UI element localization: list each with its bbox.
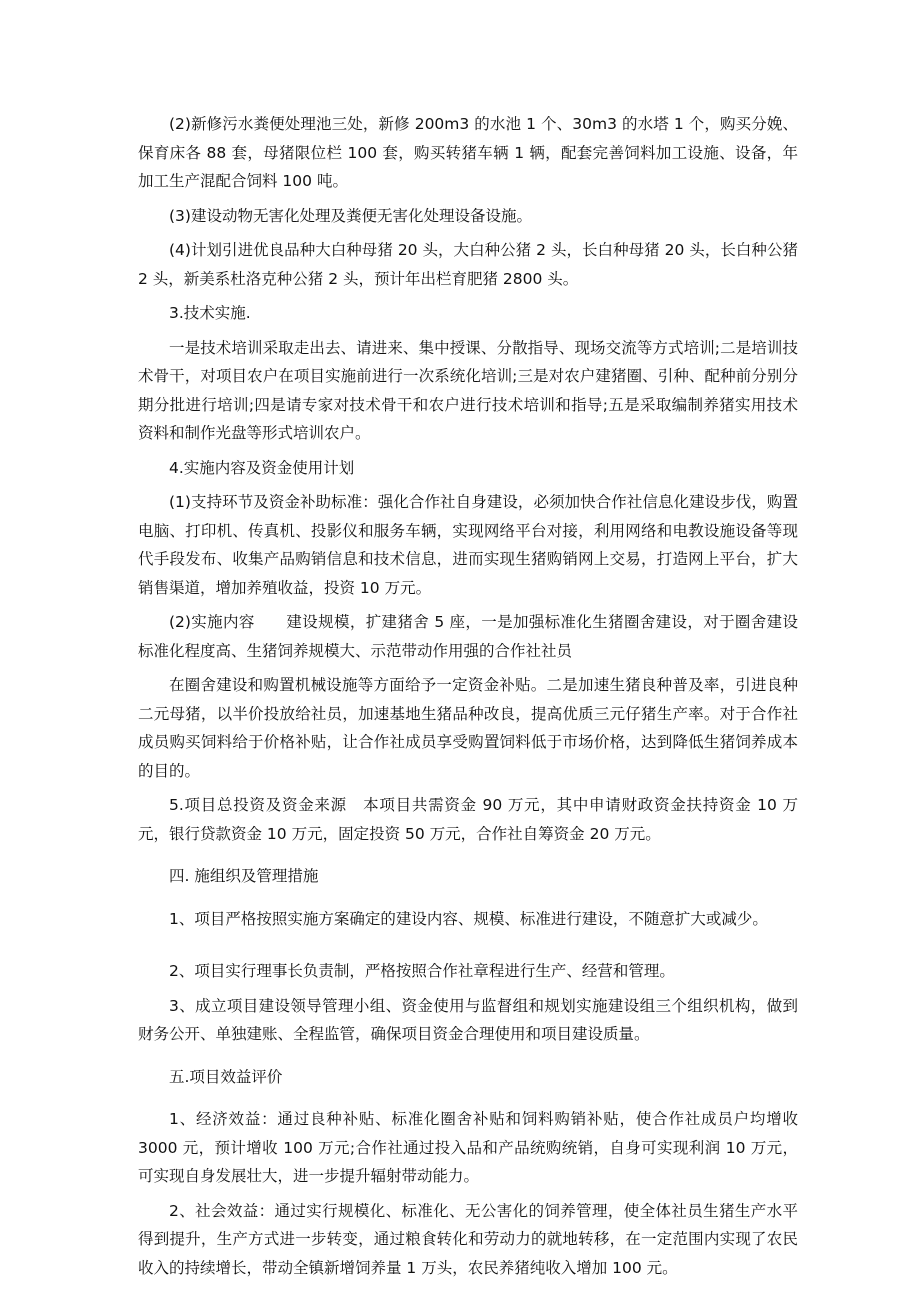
paragraph-total-investment: 5.项目总投资及资金来源 本项目共需资金 90 万元，其中申请财政资金扶持资金 10 万元，银行贷款资金 10 万元，固定投资 50 万元，合作社自筹资金 20 万元。 [138,796,798,843]
paragraph-social-benefit: 2、社会效益：通过实行规模化、标准化、无公害化的饲养管理，使全体社员生猪生产水平得到提升，生产方式进一步转变，通过粮食转化和劳动力的就地转移，在一定范围内实现了农民收入的持续增长，带动全镇新增饲养量 1 万头，农民养猪纯收入增加 100 元。 [138,1201,798,1277]
heading-implementation-funds: 4.实施内容及资金使用计划 [169,458,355,477]
document-body [138,110,798,1282]
paragraph-management-item-2: 2、项目实行理事长负责制，严格按照合作社章程进行生产、经营和管理。 [169,962,675,980]
paragraph-training: 一是技术培训采取走出去、请进来、集中授课、分散指导、现场交流等方式培训;二是培训技术骨干，对项目农户在项目实施前进行一次系统化培训;三是对农户建猪圈、引种、配种前分别分期分批进行培训;四是请专家对技术骨干和农户进行技术培训和指导;五是采取编制养猪实用技术资料和制作光盘等形式培训农户。 [138,338,798,442]
heading-benefit-evaluation: 五.项目效益评价 [169,1067,283,1086]
paragraph-harmless-treatment: (3)建设动物无害化处理及粪便无害化处理设备设施。 [169,206,532,225]
paragraph-management-item-3: 3、成立项目建设领导管理小组、资金使用与监督组和规划实施建设组三个组织机构，做到财务公开、单独建账、全程监管，确保项目资金合理使用和项目建设质量。 [138,996,798,1043]
paragraph-management-item-1: 1、项目严格按照实施方案确定的建设内容、规模、标准进行建设，不随意扩大或减少。 [169,909,768,928]
heading-organization-management: 四. 施组织及管理措施 [169,867,319,885]
paragraph-implementation-content: (2)实施内容 建设规模，扩建猪舍 5 座，一是加强标准化生猪圈舍建设，对于圈舍建设标准化程度高、生猪饲养规模大、示范带动作用强的合作社社员 [138,613,798,660]
paragraph-facilities-construction: (2)新修污水粪便处理池三处，新修 200m3 的水池 1 个、30m3 的水塔 1 个，购买分娩、保育床各 88 套，母猪限位栏 100 套，购买转猪车辆 1 辆，配套完善饲料加工设施、设备，年加工生产混配合饲料 100 吨。 [138,115,798,190]
paragraph-subsidy-standard: (1)支持环节及资金补助标准：强化合作社自身建设，必须加快合作社信息化建设步伐，购置电脑、打印机、传真机、投影仪和服务车辆，实现网络平台对接，利用网络和电教设施设备等现代手段发布、收集产品购销信息和技术信息，进而实现生猪购销网上交易，打造网上平台，扩大销售渠道，增加养殖收益，投资 10 万元。 [138,493,798,597]
paragraph-breeding-stock: (4)计划引进优良品种大白种母猪 20 头，大白种公猪 2 头，长白种母猪 20 头，长白种公猪 2 头，新美系杜洛克种公猪 2 头，预计年出栏育肥猪 2800 头。 [138,241,798,288]
paragraph-subsidy-details: 在圈舍建设和购置机械设施等方面给予一定资金补贴。二是加速生猪良种普及率，引进良种二元母猪，以半价投放给社员，加速基地生猪品种改良，提高优质三元仔猪生产率。对于合作社成员购买饲料给于价格补贴，让合作社成员享受购置饲料低于市场价格，达到降低生猪饲养成本的目的。 [138,676,798,780]
paragraph-economic-benefit: 1、经济效益：通过良种补贴、标准化圈舍补贴和饲料购销补贴，使合作社成员户均增收 3000 元，预计增收 100 万元;合作社通过投入品和产品统购统销，自身可实现利润 10 万元，可实现自身发展壮大，进一步提升辐射带动能力。 [138,1110,798,1185]
heading-technical-implementation: 3.技术实施. [169,304,251,322]
